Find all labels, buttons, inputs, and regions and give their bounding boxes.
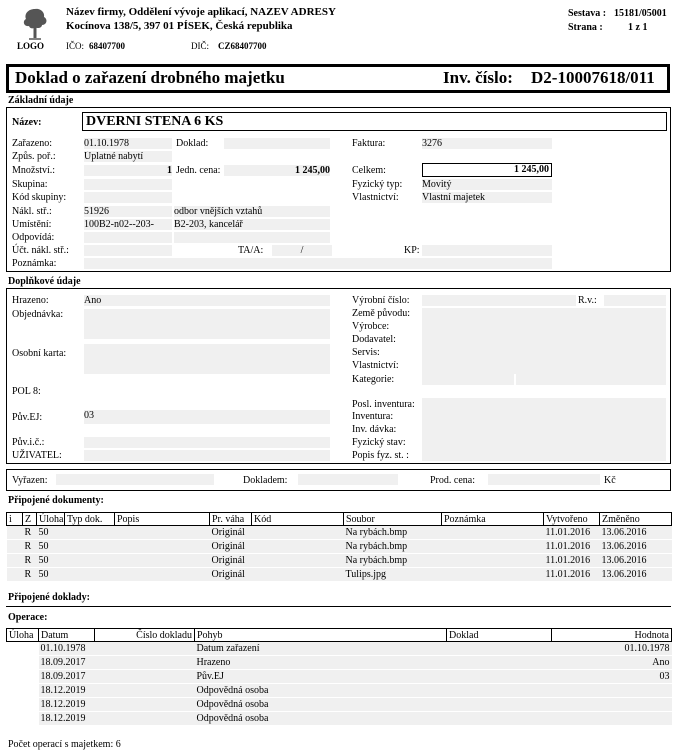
umisteni-label: Umístění: [12, 219, 52, 230]
table-cell: Originál [210, 526, 252, 540]
zpus-value: Úplatné nabytí [84, 151, 172, 162]
documents-table [6, 512, 672, 582]
ta-label: TA/A: [238, 245, 264, 256]
table-cell [552, 698, 672, 712]
hrazeno-value: Ano [84, 295, 330, 306]
table-row [7, 568, 672, 582]
table-cell [7, 698, 39, 712]
zarazeno-value: 01.10.1978 [84, 138, 172, 149]
ta-value: / [272, 245, 332, 256]
objednavka-value [84, 309, 330, 339]
uzivatel-label: UŽIVATEL: [12, 450, 62, 461]
table-cell [442, 526, 544, 540]
table-cell: 11.01.2016 [544, 554, 600, 568]
table-cell: Originál [210, 554, 252, 568]
table-cell [552, 684, 672, 698]
nakl-str-label: Nákl. stř.: [12, 206, 52, 217]
table-cell [7, 554, 23, 568]
table-cell: 11.01.2016 [544, 526, 600, 540]
doc-col-popis: Popis [115, 513, 210, 526]
table-row [7, 554, 672, 568]
op-col-cislo: Číslo dokladu [95, 629, 195, 642]
doc-col-vaha: Pr. váha [210, 513, 252, 526]
dokladem-value [298, 474, 398, 485]
table-cell [95, 642, 195, 656]
osobni-karta-value [84, 344, 330, 374]
documents-header-row [7, 513, 672, 526]
table-cell [442, 568, 544, 582]
uzivatel-value [84, 450, 330, 461]
table-cell [7, 684, 39, 698]
extra-vlastnictvi-label: Vlastnictví: [352, 360, 399, 371]
table-cell: R [23, 554, 37, 568]
mnozstvi-value: 1 [84, 165, 172, 176]
sestava-value: 15181/05001 [614, 8, 667, 19]
table-row [7, 698, 672, 712]
zeme-puvodu-label: Země původu: [352, 308, 411, 319]
doc-col-kod: Kód [252, 513, 344, 526]
table-cell: Odpovědná osoba [195, 698, 447, 712]
table-cell: Pův.EJ [195, 670, 447, 684]
company-name: Název firmy, Oddělení vývoje aplikací, NAZEV ADRESY [66, 6, 336, 18]
ico-label: IČO: [66, 41, 84, 51]
kod-skupiny-label: Kód skupiny: [12, 192, 67, 203]
strana-value: 1 z 1 [628, 22, 648, 33]
objednavka-label: Objednávka: [12, 309, 64, 320]
logo-label: LOGO [17, 41, 45, 51]
faktura-label: Faktura: [352, 138, 386, 149]
dic-value: CZ68407700 [218, 41, 267, 51]
table-cell [7, 712, 39, 726]
pol8-label: POL 8: [12, 386, 41, 397]
op-col-uloha: Úloha [7, 629, 39, 642]
vyrazen-value [56, 474, 214, 485]
dodavatel-label: Dodavatel: [352, 334, 396, 345]
table-cell [447, 656, 552, 670]
table-cell [7, 670, 39, 684]
vlastnictvi-label: Vlastnictví: [352, 192, 399, 203]
strana-label: Strana : [568, 22, 603, 33]
dic-label: DIČ: [191, 41, 209, 51]
celkem-label: Celkem: [352, 165, 386, 176]
puv-ic-value [84, 437, 330, 448]
operations-count: Počet operací s majetkem: 6 [8, 739, 121, 750]
table-cell: Na rybách.bmp [344, 554, 442, 568]
operations-header-row [7, 629, 672, 642]
table-cell: 13.06.2016 [600, 554, 672, 568]
vyrobce-label: Výrobce: [352, 321, 390, 332]
document-title-box [6, 64, 670, 93]
fyz-typ-value: Movitý [422, 179, 552, 190]
odpovida-value [84, 232, 172, 243]
table-cell [7, 540, 23, 554]
inventura-block [422, 398, 666, 461]
table-cell: 11.01.2016 [544, 568, 600, 582]
doc-col-soubor: Soubor [344, 513, 442, 526]
inventura-label: Inventura: [352, 411, 394, 422]
sestava-label: Sestava : [568, 8, 607, 19]
table-cell [115, 568, 210, 582]
table-cell: R [23, 568, 37, 582]
table-cell: 18.12.2019 [39, 712, 95, 726]
table-row [7, 656, 672, 670]
zarazeno-label: Zařazeno: [12, 138, 52, 149]
kategorie-divider [514, 374, 516, 385]
section-documents-title: Připojené dokumenty: [8, 495, 104, 506]
document-title: Doklad o zařazení drobného majetku [15, 68, 285, 87]
poznamka-label: Poznámka: [12, 258, 57, 269]
doc-col-zmeneno: Změněno [600, 513, 672, 526]
vyrazen-label: Vyřazen: [12, 475, 48, 486]
table-cell [447, 698, 552, 712]
table-cell [115, 554, 210, 568]
table-cell: 50 [37, 540, 65, 554]
table-cell: 18.12.2019 [39, 684, 95, 698]
table-cell [447, 670, 552, 684]
table-cell [65, 554, 115, 568]
attached-divider [6, 606, 671, 607]
table-cell [252, 568, 344, 582]
company-address: Kocínova 138/5, 397 01 PÍSEK, Česká republika [66, 20, 293, 32]
table-cell [65, 568, 115, 582]
table-cell [95, 684, 195, 698]
nakl-str-desc: odbor vnějších vztahů [174, 206, 330, 217]
doc-col-poznamka: Poznámka [442, 513, 544, 526]
table-row [7, 642, 672, 656]
table-cell: 18.09.2017 [39, 656, 95, 670]
table-cell: Originál [210, 540, 252, 554]
mnozstvi-label: Množství.: [12, 165, 56, 176]
table-cell: Na rybách.bmp [344, 540, 442, 554]
table-cell [115, 526, 210, 540]
table-cell: Originál [210, 568, 252, 582]
section-extra-title: Doplňkové údaje [8, 276, 81, 287]
puv-ic-label: Pův.i.č.: [12, 437, 45, 448]
op-col-doklad: Doklad [447, 629, 552, 642]
table-cell [7, 642, 39, 656]
jedn-cena-label: Jedn. cena: [176, 165, 221, 176]
hrazeno-label: Hrazeno: [12, 295, 49, 306]
table-cell [447, 712, 552, 726]
kp-label: KP: [404, 245, 420, 256]
table-cell [552, 712, 672, 726]
kp-value [422, 245, 552, 256]
table-cell [7, 568, 23, 582]
table-cell [65, 540, 115, 554]
nazev-value: DVERNI STENA 6 KS [82, 112, 667, 131]
table-cell: 50 [37, 554, 65, 568]
table-cell [442, 540, 544, 554]
jedn-cena-value: 1 245,00 [224, 165, 330, 176]
table-cell: 13.06.2016 [600, 540, 672, 554]
tree-logo-icon [20, 6, 50, 40]
posl-inventura-label: Posl. inventura: [352, 399, 415, 410]
table-cell: 13.06.2016 [600, 526, 672, 540]
table-cell: R [23, 540, 37, 554]
vlastnictvi-value: Vlastní majetek [422, 192, 552, 203]
table-cell [7, 656, 39, 670]
doc-col-vytvoreno: Vytvořeno [544, 513, 600, 526]
table-cell [447, 684, 552, 698]
celkem-value: 1 245,00 [422, 163, 552, 177]
table-cell: 13.06.2016 [600, 568, 672, 582]
doc-col-z: Z [23, 513, 37, 526]
dokladem-label: Dokladem: [243, 475, 288, 486]
table-row [7, 670, 672, 684]
nazev-label: Název: [12, 117, 42, 128]
table-row [7, 684, 672, 698]
ico-value: 68407700 [89, 41, 125, 51]
vyrobni-cislo-label: Výrobní číslo: [352, 295, 410, 306]
uct-nakl-str-label: Účt. nákl. stř.: [12, 245, 69, 256]
zpus-label: Způs. poř.: [12, 151, 56, 162]
doc-col-i: i [7, 513, 23, 526]
poznamka-value [84, 258, 552, 269]
skupina-label: Skupina: [12, 179, 48, 190]
popis-fyz-stavu-label: Popis fyz. st. : [352, 450, 409, 461]
inv-number-label: Inv. číslo: [443, 68, 513, 87]
prod-cena-label: Prod. cena: [430, 475, 475, 486]
table-cell [252, 526, 344, 540]
vyrobni-cislo-value [422, 295, 576, 306]
prod-cena-value [488, 474, 600, 485]
puv-ej-value: 03 [84, 410, 330, 424]
table-cell: 50 [37, 526, 65, 540]
umisteni-value: 100B2-n02--203- [84, 219, 172, 230]
table-row [7, 712, 672, 726]
puv-ej-label: Pův.EJ: [12, 412, 43, 423]
rv-value [604, 295, 666, 306]
table-cell [252, 554, 344, 568]
table-cell [442, 554, 544, 568]
doklad-label: Doklad: [176, 138, 209, 149]
kc-label: Kč [604, 475, 616, 486]
table-cell [95, 712, 195, 726]
doklad-value [224, 138, 330, 149]
table-cell [95, 698, 195, 712]
doc-col-uloha: Úloha [37, 513, 65, 526]
table-cell: 11.01.2016 [544, 540, 600, 554]
op-col-pohyb: Pohyb [195, 629, 447, 642]
table-cell [65, 526, 115, 540]
servis-label: Servis: [352, 347, 380, 358]
table-cell: 50 [37, 568, 65, 582]
op-col-hodnota: Hodnota [552, 629, 672, 642]
table-cell: 01.10.1978 [39, 642, 95, 656]
table-cell: 18.12.2019 [39, 698, 95, 712]
odpovida-desc [174, 232, 330, 243]
nakl-str-value: 51926 [84, 206, 172, 217]
inv-davka-label: Inv. dávka: [352, 424, 397, 435]
table-cell [252, 540, 344, 554]
section-operations-title: Operace: [8, 612, 48, 623]
table-cell [447, 642, 552, 656]
table-cell: 03 [552, 670, 672, 684]
kategorie-label: Kategorie: [352, 374, 395, 385]
table-row [7, 526, 672, 540]
table-cell [7, 526, 23, 540]
table-cell [95, 656, 195, 670]
odpovida-label: Odpovídá: [12, 232, 55, 243]
table-cell [115, 540, 210, 554]
table-cell: Odpovědná osoba [195, 712, 447, 726]
table-cell: Ano [552, 656, 672, 670]
table-cell: Datum zařazení [195, 642, 447, 656]
table-row [7, 540, 672, 554]
doc-col-typ: Typ dok. [65, 513, 115, 526]
fyzicky-stav-label: Fyzický stav: [352, 437, 406, 448]
table-cell: Tulips.jpg [344, 568, 442, 582]
umisteni-desc: B2-203, kancelář [174, 219, 330, 230]
fyz-typ-label: Fyzický typ: [352, 179, 403, 190]
operations-table [6, 628, 672, 726]
table-cell: Odpovědná osoba [195, 684, 447, 698]
rv-label: R.v.: [578, 295, 597, 306]
skupina-value [84, 179, 172, 190]
vyrobce-block [422, 308, 666, 385]
section-attached-title: Připojené doklady: [8, 592, 90, 603]
osobni-karta-label: Osobní karta: [12, 348, 67, 359]
faktura-value: 3276 [422, 138, 552, 149]
table-cell: Na rybách.bmp [344, 526, 442, 540]
op-col-datum: Datum [39, 629, 95, 642]
table-cell: R [23, 526, 37, 540]
uct-nakl-str-value [84, 245, 172, 256]
kod-skupiny-value [84, 192, 172, 203]
table-cell: Hrazeno [195, 656, 447, 670]
table-cell: 18.09.2017 [39, 670, 95, 684]
table-cell [95, 670, 195, 684]
table-cell: 01.10.1978 [552, 642, 672, 656]
inv-number-value: D2-10007618/011 [531, 68, 655, 87]
section-basic-title: Základní údaje [8, 95, 74, 106]
